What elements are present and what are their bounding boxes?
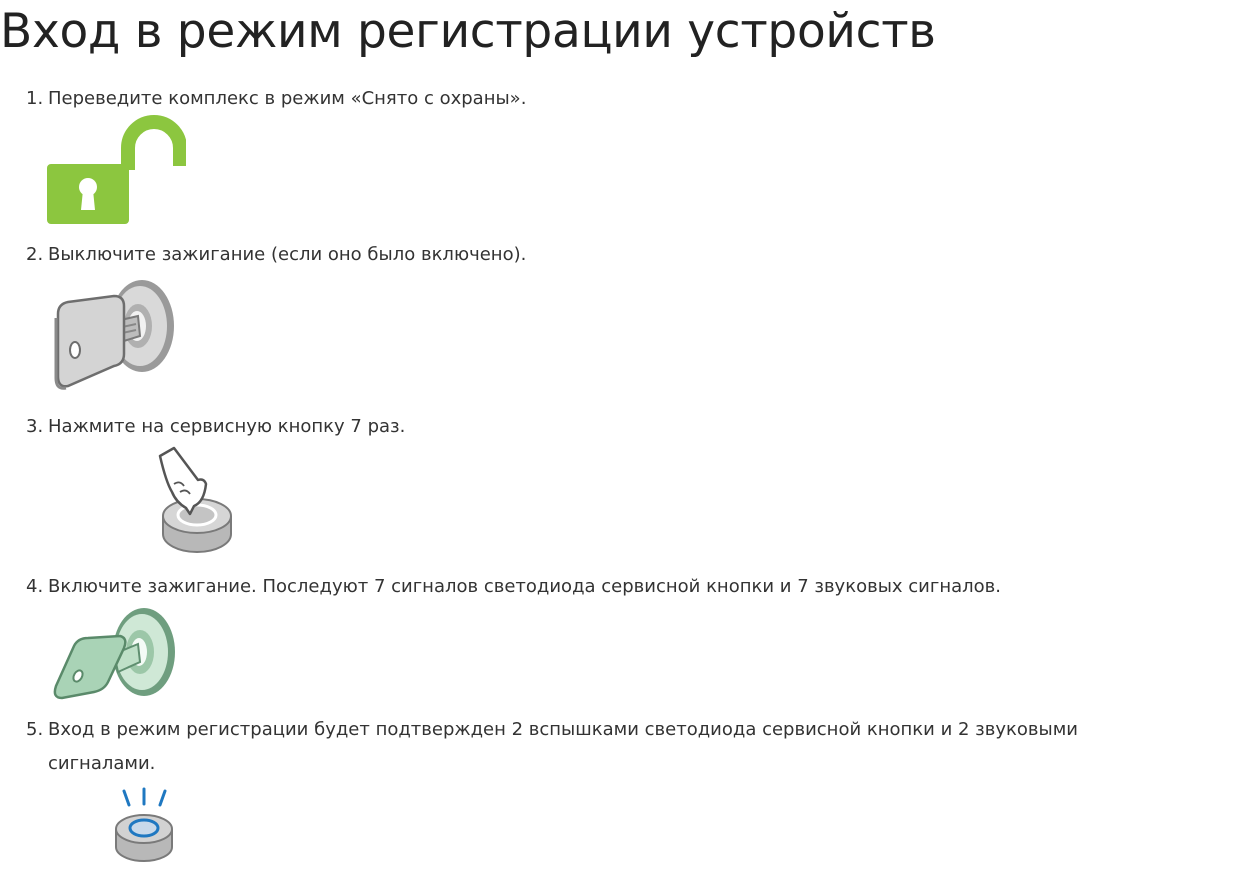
unlocked-padlock-icon (46, 114, 186, 226)
step-text: Нажмите на сервисную кнопку 7 раз. (48, 416, 406, 437)
finger-press-button-icon (154, 444, 236, 556)
ignition-key-off-icon (52, 278, 178, 392)
step-number: 1. (26, 88, 44, 109)
step-number: 4. (26, 576, 44, 597)
step-1 (0, 82, 1180, 232)
step-2 (0, 238, 1180, 398)
step-5 (0, 713, 1180, 874)
step-number: 5. (26, 719, 44, 740)
step-3 (0, 410, 1180, 560)
ignition-key-on-icon (52, 606, 178, 700)
step-text: Переведите комплекс в режим «Снято с охраны». (48, 88, 527, 109)
step-number: 2. (26, 244, 44, 265)
step-4 (0, 570, 1180, 705)
step-number: 3. (26, 416, 44, 437)
step-text: Включите зажигание. Последуют 7 сигналов светодиода сервисной кнопки и 7 звуковых сигналов. (48, 576, 1001, 597)
blinking-service-button-icon (112, 785, 176, 863)
page-title: Вход в режим регистрации устройств (0, 4, 936, 59)
step-text: Выключите зажигание (если оно было включено). (48, 244, 527, 265)
step-text: Вход в режим регистрации будет подтвержден 2 вспышками светодиода сервисной кнопки и 2 звуковыми сигналами. (48, 719, 1078, 774)
